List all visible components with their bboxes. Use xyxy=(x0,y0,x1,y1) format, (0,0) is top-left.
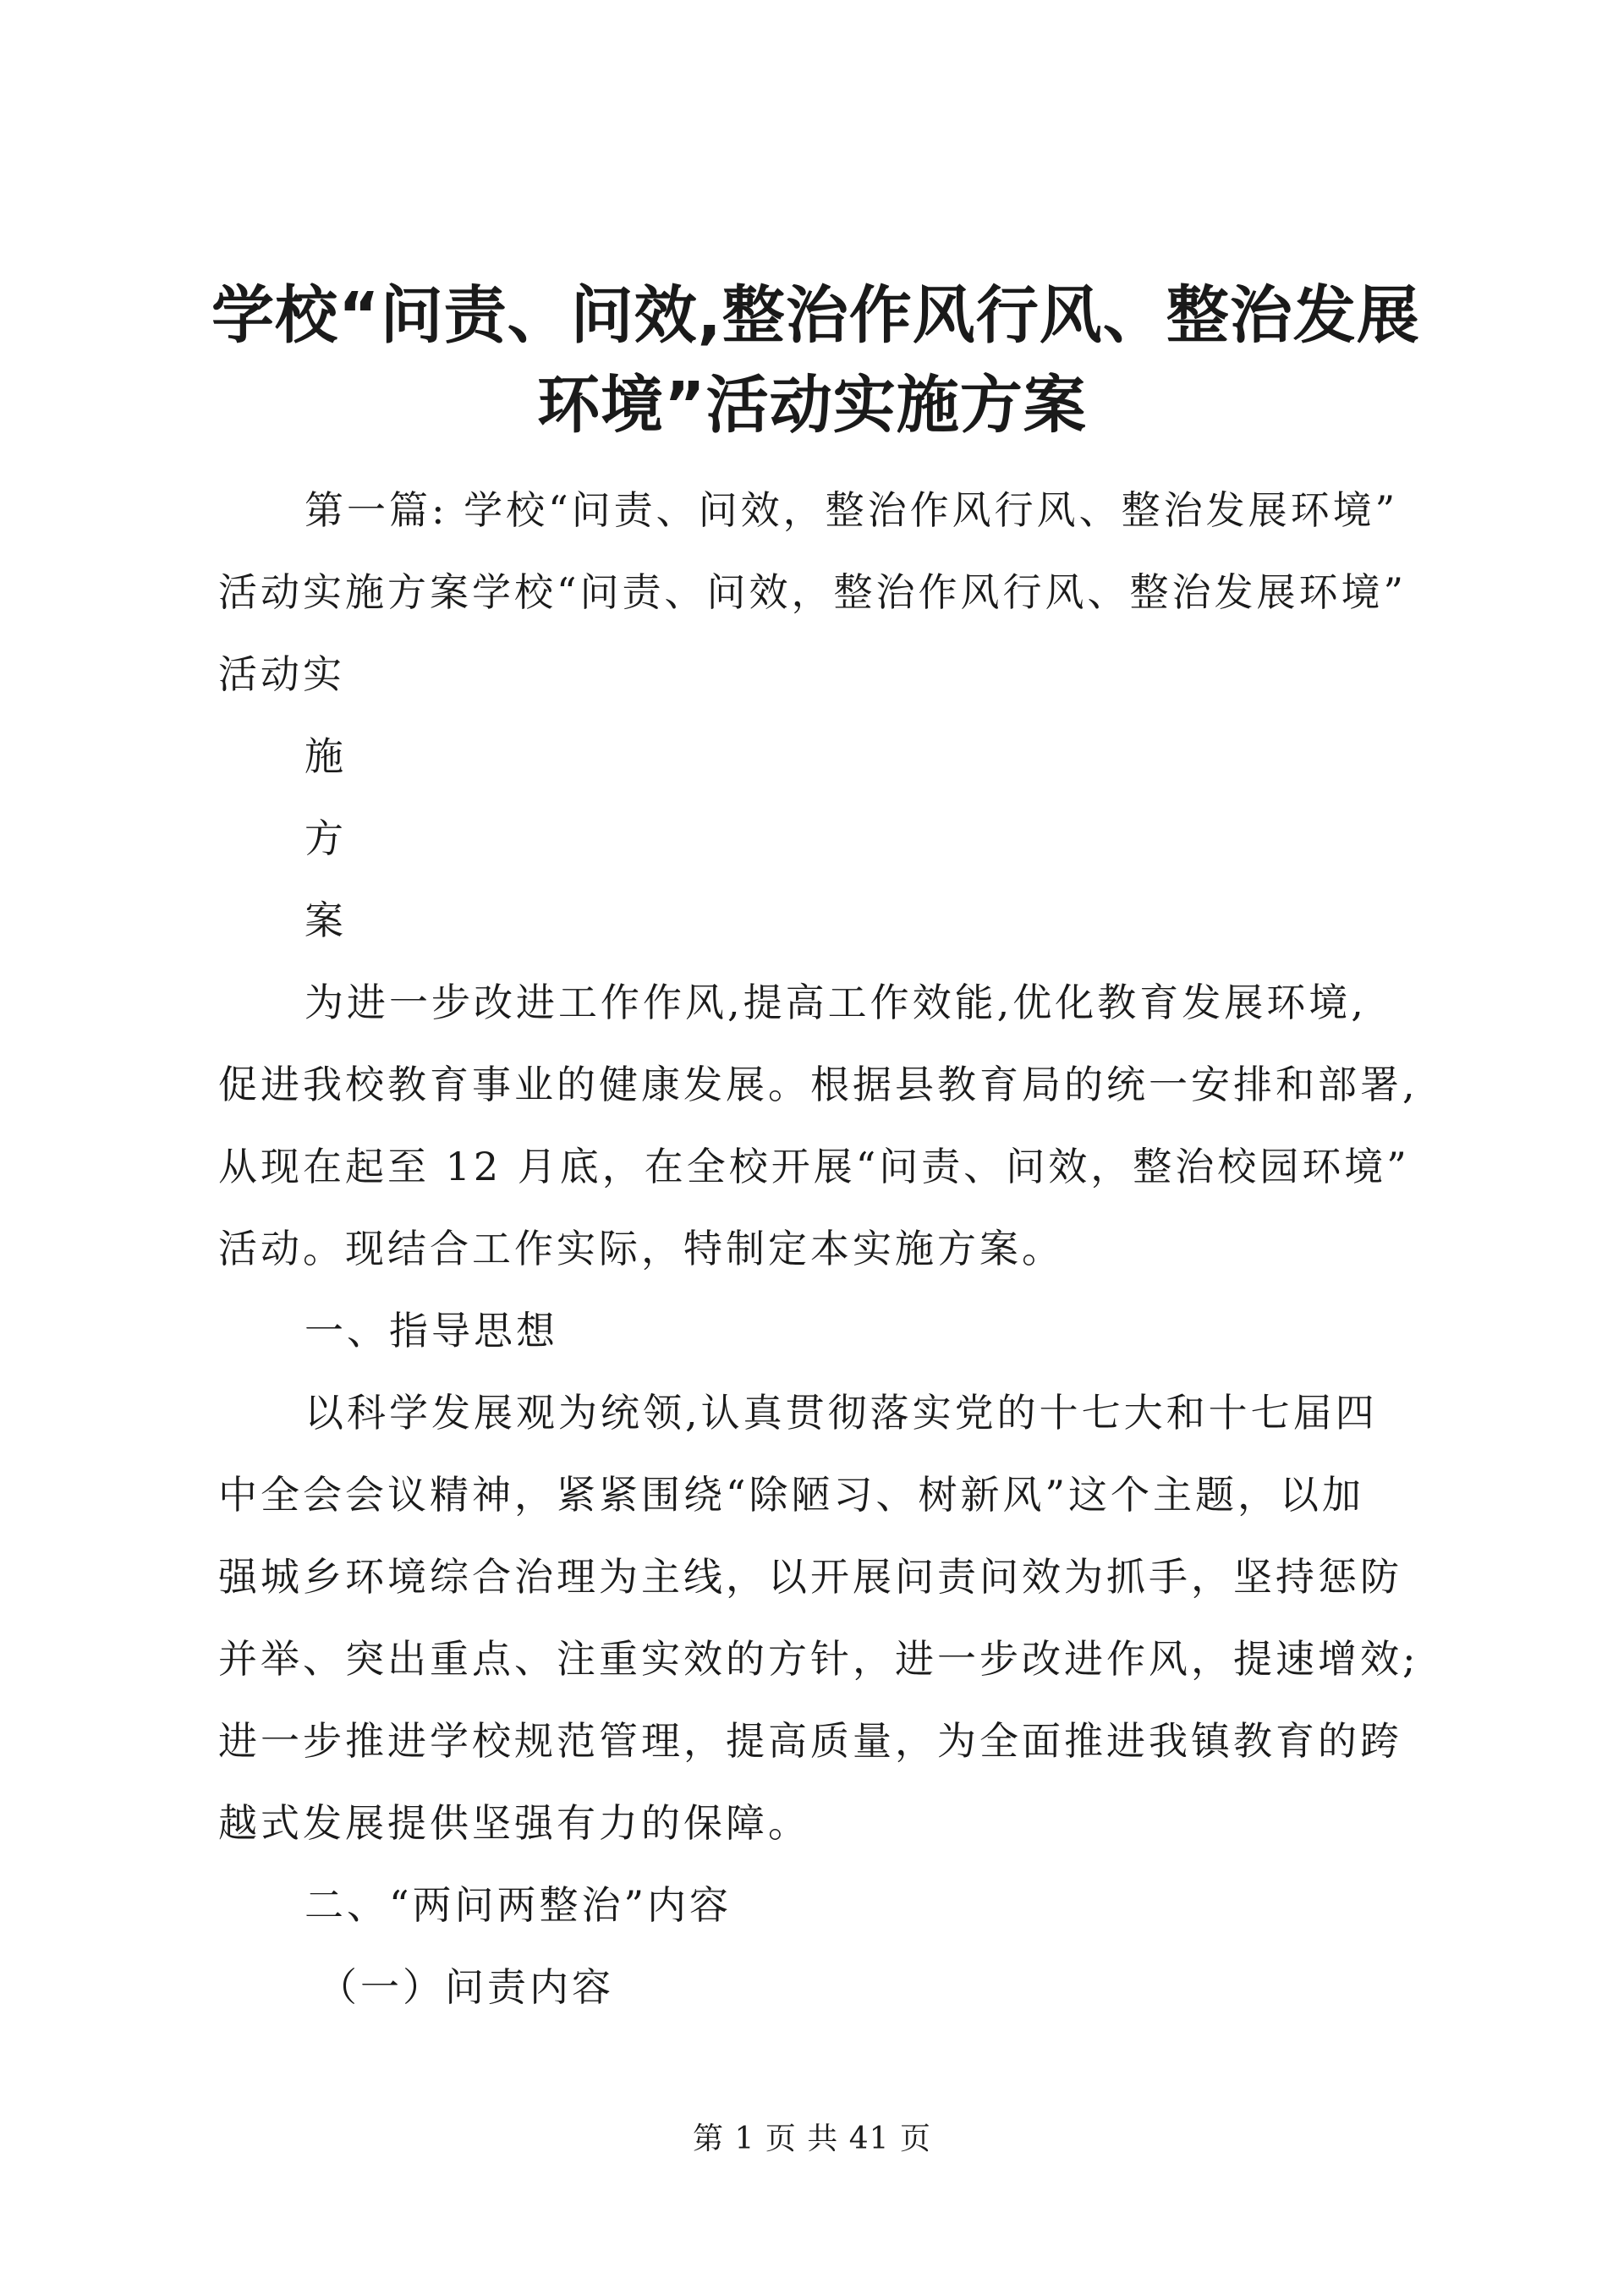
paragraph-line: 进一步推进学校规范管理，提高质量，为全面推进我镇教育的跨 xyxy=(218,1718,1402,1764)
title-line-1: 学校“问责、问效,整治作风行风、整治发展 xyxy=(211,279,1420,352)
paragraph-line: 为进一步改进工作作风,提高工作效能,优化教育发展环境, xyxy=(304,980,1367,1025)
vertical-char: 施 xyxy=(304,733,347,779)
intro-line: 活动实施方案学校“问责、问效，整治作风行风、整治发展环境” xyxy=(218,569,1407,615)
vertical-char: 方 xyxy=(304,815,347,861)
paragraph-line: 活动。现结合工作实际，特制定本实施方案。 xyxy=(218,1226,1064,1271)
document-body xyxy=(218,469,1419,2029)
title-line-2: 环境”活动实施方案 xyxy=(537,369,1087,442)
intro-line: 活动实 xyxy=(218,651,345,697)
section-heading: 二、“两问两整治”内容 xyxy=(304,1882,732,1928)
intro-line: 第一篇: 学校“问责、问效，整治作风行风、整治发展环境” xyxy=(304,487,1399,533)
page-footer: 第 1 页 共 41 页 xyxy=(693,2122,931,2156)
document-title xyxy=(211,271,1420,450)
paragraph-line: 强城乡环境综合治理为主线，以开展问责问效为抓手，坚持惩防 xyxy=(218,1554,1402,1600)
paragraph-line: 从现在起至 12 月底，在全校开展“问责、问效，整治校园环境” xyxy=(218,1144,1410,1189)
paragraph-line: 越式发展提供坚强有力的保障。 xyxy=(218,1800,810,1846)
paragraph-line: 并举、突出重点、注重实效的方针，进一步改进作风，提速增效; xyxy=(218,1636,1419,1682)
paragraph-line: 促进我校教育事业的健康发展。根据县教育局的统一安排和部署, xyxy=(218,1062,1418,1107)
section-heading: 一、指导思想 xyxy=(304,1308,558,1353)
paragraph-line: 以科学发展观为统领,认真贯彻落实党的十七大和十七届四 xyxy=(304,1390,1378,1436)
subsection-heading: （一）问责内容 xyxy=(318,1964,614,2010)
vertical-char: 案 xyxy=(304,898,347,943)
paragraph-line: 中全会会议精神，紧紧围绕“除陋习、树新风”这个主题，以加 xyxy=(218,1472,1365,1518)
